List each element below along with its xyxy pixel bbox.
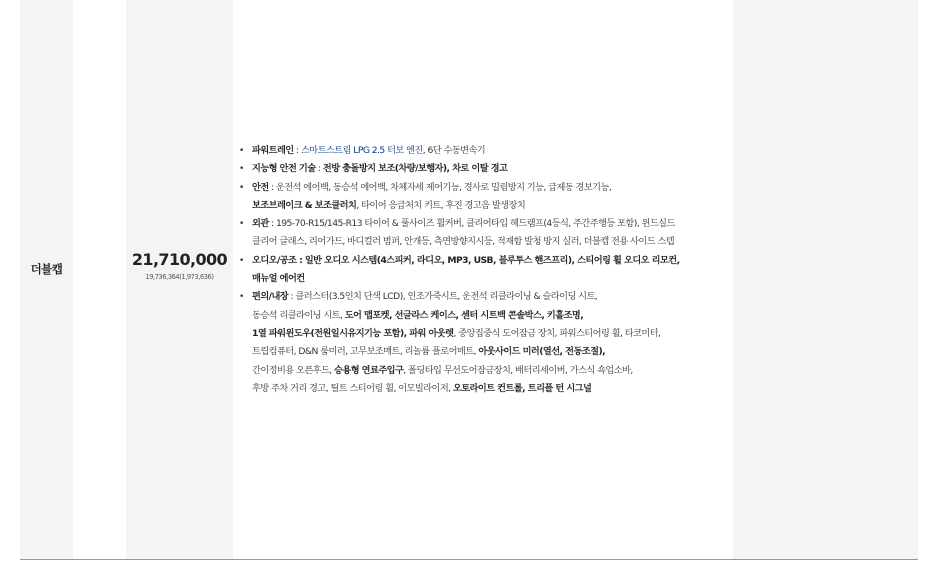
spec-text: 동승석 리클라이닝 시트, [252, 309, 345, 321]
spec-text-bold: 도어 맵포켓, 선글라스 케이스, 센터 시트백 콘솔박스, 키홀조명, [344, 309, 584, 321]
spec-item-safety [239, 179, 729, 216]
spec-label: 지능형 안전 기술 [252, 163, 316, 175]
spec-text-bold: 아웃사이드 미러(열선, 전동조절), [478, 346, 606, 358]
spec-list [239, 142, 729, 398]
price-total: 21,710,000 [131, 250, 228, 269]
spec-text: 후방 주차 거리 경고, 틸트 스티어링 휠, 이모빌라이저, [252, 382, 453, 394]
model-column [20, 0, 73, 559]
spec-label: 편의/내장 [252, 291, 289, 303]
table-bottom-border [20, 559, 918, 560]
spec-item-exterior [239, 215, 729, 252]
spec-text: 클리어 글래스, 리어가드, 바디컬러 범퍼, 안개등, 측면방향지시등, 적재함 발청 방지 실러, 더블캡 전용 사이드 스텝 [252, 236, 675, 248]
spec-text: 간이정비용 오픈후드, [252, 364, 335, 376]
spec-text: , 6단 수동변속기 [422, 145, 486, 156]
spec-label: 외관 [252, 218, 269, 230]
spec-label: 안전 [252, 181, 269, 193]
spec-text: 매뉴얼 에어컨 [252, 273, 305, 285]
spec-text-bold: 승용형 연료주입구 [334, 364, 404, 376]
spec-text-bold: 보조브레이크 & 보조클러치 [252, 199, 357, 211]
spec-text: 전방 충돌방지 보조(차량/보행자), 차로 이탈 경고 [322, 163, 508, 175]
spec-text-bold: 1열 파워윈도우(전원일시유지기능 포함), 파워 아웃렛 [252, 327, 454, 339]
spec-label: 오디오/공조 [252, 254, 297, 266]
spec-separator: : [293, 145, 301, 156]
spec-label: 파워트레인 [252, 145, 294, 156]
spec-text: : 운전석 에어백, 동승석 에어백, 차체자세 제어기능, 경사로 밀림방지 기능, 급제동 경보기능, [268, 181, 612, 193]
blank-column [73, 0, 126, 559]
spec-item-convenience [239, 288, 729, 398]
spec-item-safety-tech [239, 160, 729, 178]
spec-text: , 타이어 응급처치 키트, 후진 경고음 발생장치 [356, 199, 526, 211]
spec-item-powertrain [239, 142, 729, 160]
spec-item-audio [239, 252, 729, 289]
spec-text: : 195-70-R15/145-R13 타이어 & 풀사이즈 휠커버, 클리어타입 헤드램프(4등식, 주간주행등 포함), 윈드실드 [268, 218, 675, 230]
spec-text: : 일반 오디오 시스템(4스피커, 라디오, MP3, USB, 블루투스 핸즈프리), 스티어링 휠 오디오 리모컨, [296, 254, 680, 266]
right-column [733, 0, 918, 559]
spec-text: , 폴딩타입 무선도어잠금장치, 배터리세이버, 가스식 쇽업소바, [403, 364, 633, 376]
spec-text: , 중앙집중식 도어잠금 장치, 파워스티어링 휠, 타코미터, [453, 327, 661, 339]
engine-name: 스마트스트림 LPG 2.5 터보 엔진 [300, 145, 423, 156]
spec-text: : 클러스터(3.5인치 단색 LCD), 인조가죽시트, 운전석 리클라이닝 & 슬라이딩 시트, [288, 291, 598, 303]
spec-separator: : [315, 163, 323, 175]
model-name: 더블캡 [30, 262, 63, 276]
price-breakdown: 19,736,364(1,973,636) [145, 273, 214, 281]
spec-text-bold: 오토라이트 컨트롤, 트리플 턴 시그널 [452, 382, 592, 394]
spec-text: 트립컴퓨터, D&N 룸미러, 고무보조매트, 리놀륨 플로어매트, [252, 346, 479, 358]
